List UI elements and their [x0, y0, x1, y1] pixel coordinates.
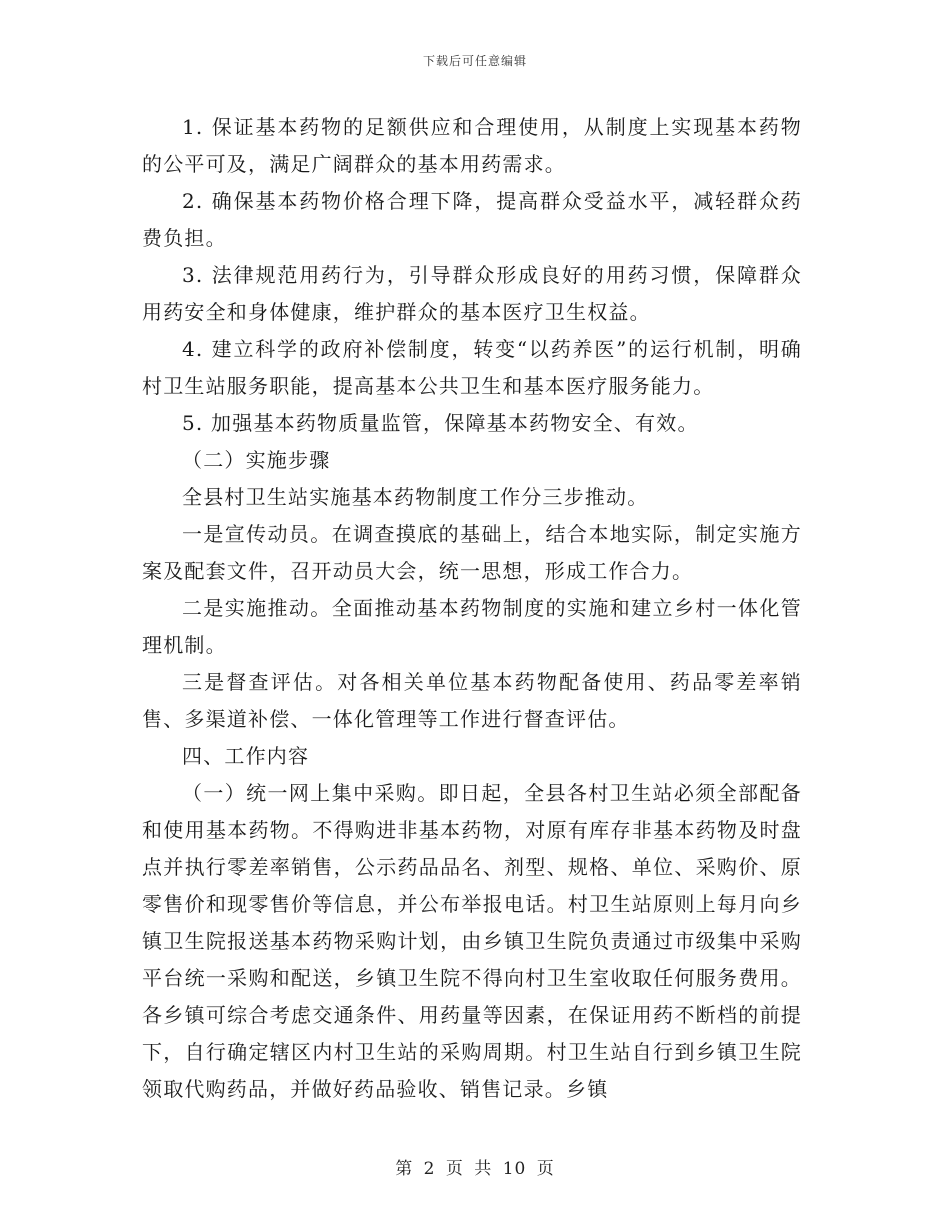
section-heading-implementation-steps: （二）实施步骤	[182, 448, 331, 472]
paragraph-steps-intro: 全县村卫生站实施基本药物制度工作分三步推动。	[182, 485, 649, 509]
paragraph-step-2: 二是实施推动。全面推动基本药物制度的实施和建立乡村一体化管理机制。	[142, 596, 802, 657]
paragraph-goal-3: 3. 法律规范用药行为，引导群众形成良好的用药习惯，保障群众用药安全和身体健康，维护群众的基本医疗卫生权益。	[142, 263, 802, 324]
paragraph-centralized-procurement: （一）统一网上集中采购。即日起，全县各村卫生站必须全部配备和使用基本药物。不得购进非基本药物，对原有库存非基本药物及时盘点并执行零差率销售，公示药品品名、剂型、规格、单位、采购价、原零售价和现零售价等信息，并公布举报电话。村卫生站原则上每月向乡镇卫生院报送基本药物采购计划，由乡镇卫生院负责通过市级集中采购平台统一采购和配送，乡镇卫生院不得向村卫生室收取任何服务费用。各乡镇可综合考虑交通条件、用药量等因素，在保证用药不断档的前提下，自行确定辖区内村卫生站的采购周期。村卫生站自行到乡镇卫生院领取代购药品，并做好药品验收、销售记录。乡镇	[142, 781, 802, 1101]
paragraph-goal-4: 4. 建立科学的政府补偿制度，转变“以药养医”的运行机制，明确村卫生站服务职能，提高基本公共卫生和基本医疗服务能力。	[142, 337, 802, 398]
page-number: 第 2 页 共 10 页	[395, 1159, 555, 1179]
page-header: 下载后可任意编辑	[422, 54, 527, 68]
section-heading-work-content: 四、工作内容	[182, 744, 310, 768]
paragraph-step-3: 三是督查评估。对各相关单位基本药物配备使用、药品零差率销售、多渠道补偿、一体化管理等工作进行督查评估。	[142, 670, 802, 731]
document-body	[142, 109, 802, 1108]
paragraph-step-1: 一是宣传动员。在调查摸底的基础上，结合本地实际，制定实施方案及配套文件，召开动员大会，统一思想，形成工作合力。	[142, 522, 802, 583]
paragraph-goal-5: 5. 加强基本药物质量监管，保障基本药物安全、有效。	[182, 411, 699, 435]
paragraph-goal-1: 1. 保证基本药物的足额供应和合理使用，从制度上实现基本药物的公平可及，满足广阔群众的基本用药需求。	[142, 115, 802, 176]
paragraph-goal-2: 2. 确保基本药物价格合理下降，提高群众受益水平，减轻群众药费负担。	[142, 189, 802, 250]
